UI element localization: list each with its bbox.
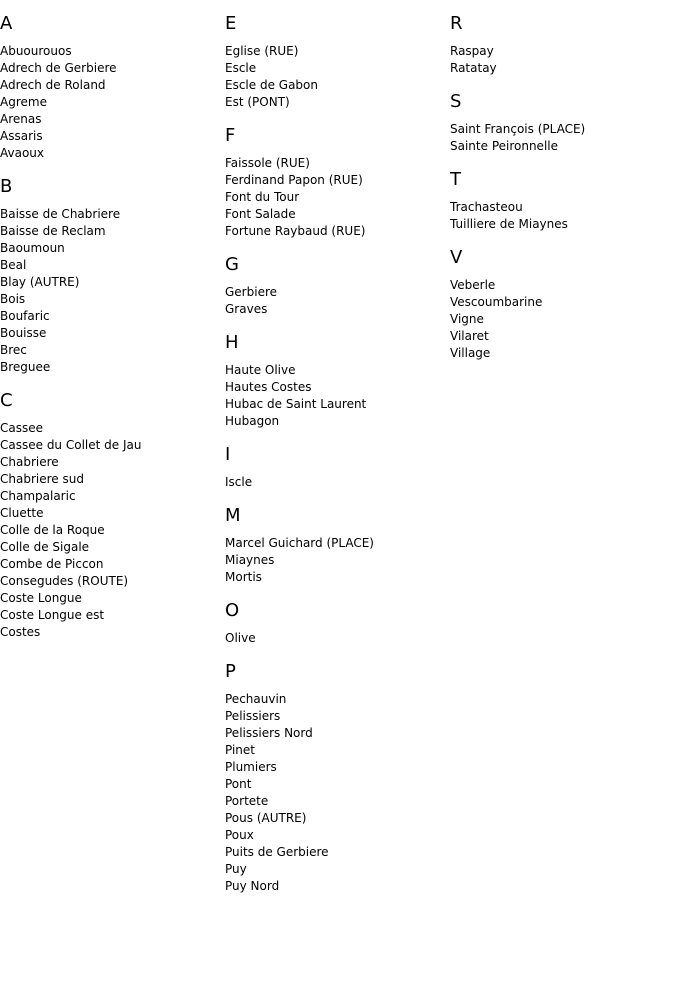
street-link[interactable]: Beal xyxy=(0,258,27,272)
street-link[interactable]: Champalaric xyxy=(0,489,76,503)
street-link[interactable]: Iscle xyxy=(225,475,253,489)
index-column-2 xyxy=(225,0,450,909)
letter-heading: S xyxy=(450,91,462,112)
street-list xyxy=(0,420,225,641)
street-list xyxy=(0,43,225,162)
street-list xyxy=(225,630,450,647)
street-link[interactable]: Pous (AUTRE) xyxy=(225,811,307,825)
letter-group-f xyxy=(225,125,450,240)
street-list xyxy=(225,474,450,491)
street-link[interactable]: Vigne xyxy=(450,312,484,326)
street-list xyxy=(450,121,675,155)
street-list xyxy=(225,155,450,240)
street-link[interactable]: Gerbiere xyxy=(225,285,278,299)
street-list xyxy=(450,43,675,77)
letter-group-s xyxy=(450,91,675,155)
street-link[interactable]: Vescoumbarine xyxy=(450,295,543,309)
index-column-3 xyxy=(450,0,675,376)
street-link[interactable]: Bois xyxy=(0,292,26,306)
street-link[interactable]: Colle de la Roque xyxy=(0,523,105,537)
letter-group-r xyxy=(450,13,675,77)
street-link[interactable]: Trachasteou xyxy=(450,200,523,214)
street-link[interactable]: Baisse de Chabriere xyxy=(0,207,121,221)
letter-heading: F xyxy=(225,125,236,146)
street-link[interactable]: Arenas xyxy=(0,112,42,126)
street-link[interactable]: Font Salade xyxy=(225,207,296,221)
street-link[interactable]: Puy xyxy=(225,862,247,876)
street-link[interactable]: Ratatay xyxy=(450,61,497,75)
letter-group-h xyxy=(225,332,450,430)
letter-group-p xyxy=(225,661,450,895)
street-link[interactable]: Avaoux xyxy=(0,146,45,160)
street-link[interactable]: Plumiers xyxy=(225,760,277,774)
street-list xyxy=(225,691,450,895)
street-list xyxy=(450,199,675,233)
street-link[interactable]: Vilaret xyxy=(450,329,489,343)
street-link[interactable]: Colle de Sigale xyxy=(0,540,90,554)
street-link[interactable]: Coste Longue est xyxy=(0,608,105,622)
street-link[interactable]: Escle xyxy=(225,61,257,75)
street-link[interactable]: Village xyxy=(450,346,491,360)
letter-group-a xyxy=(0,13,225,162)
street-link[interactable]: Veberle xyxy=(450,278,496,292)
letter-group-o xyxy=(225,600,450,647)
street-link[interactable]: Escle de Gabon xyxy=(225,78,318,92)
street-link[interactable]: Baoumoun xyxy=(0,241,65,255)
street-link[interactable]: Agreme xyxy=(0,95,47,109)
street-link[interactable]: Combe de Piccon xyxy=(0,557,104,571)
street-link[interactable]: Eglise (RUE) xyxy=(225,44,299,58)
street-link[interactable]: Haute Olive xyxy=(225,363,296,377)
street-link[interactable]: Costes xyxy=(0,625,41,639)
index-column-1 xyxy=(0,0,225,655)
letter-heading: C xyxy=(0,390,13,411)
street-link[interactable]: Coste Longue xyxy=(0,591,82,605)
letter-heading: A xyxy=(0,13,13,34)
street-link[interactable]: Adrech de Roland xyxy=(0,78,106,92)
letter-group-t xyxy=(450,169,675,233)
street-link[interactable]: Hubac de Saint Laurent xyxy=(225,397,367,411)
street-link[interactable]: Brec xyxy=(0,343,27,357)
street-link[interactable]: Font du Tour xyxy=(225,190,300,204)
street-link[interactable]: Pechauvin xyxy=(225,692,287,706)
street-link[interactable]: Ferdinand Papon (RUE) xyxy=(225,173,363,187)
street-link[interactable]: Fortune Raybaud (RUE) xyxy=(225,224,366,238)
street-link[interactable]: Cassee xyxy=(0,421,44,435)
street-list xyxy=(225,362,450,430)
street-link[interactable]: Boufaric xyxy=(0,309,50,323)
street-link[interactable]: Marcel Guichard (PLACE) xyxy=(225,536,374,550)
street-link[interactable]: Hautes Costes xyxy=(225,380,312,394)
street-link[interactable]: Olive xyxy=(225,631,256,645)
letter-heading: I xyxy=(225,444,231,465)
letter-heading: P xyxy=(225,661,236,682)
letter-heading: T xyxy=(450,169,461,190)
street-link[interactable]: Faissole (RUE) xyxy=(225,156,310,170)
street-link[interactable]: Hubagon xyxy=(225,414,280,428)
letter-group-b xyxy=(0,176,225,376)
street-link[interactable]: Chabriere sud xyxy=(0,472,84,486)
letter-group-v xyxy=(450,247,675,362)
street-link[interactable]: Abuourouos xyxy=(0,44,72,58)
street-list xyxy=(450,277,675,362)
street-link[interactable]: Tuilliere de Miaynes xyxy=(450,217,568,231)
street-link[interactable]: Graves xyxy=(225,302,268,316)
street-link[interactable]: Adrech de Gerbiere xyxy=(0,61,117,75)
street-list xyxy=(225,43,450,111)
street-list xyxy=(0,206,225,376)
letter-heading: V xyxy=(450,247,463,268)
street-link[interactable]: Portete xyxy=(225,794,269,808)
street-link[interactable]: Cassee du Collet de Jau xyxy=(0,438,142,452)
letter-group-c xyxy=(0,390,225,641)
street-list xyxy=(225,535,450,586)
street-link[interactable]: Poux xyxy=(225,828,254,842)
street-link[interactable]: Pinet xyxy=(225,743,255,757)
letter-group-m xyxy=(225,505,450,586)
street-link[interactable]: Bouisse xyxy=(0,326,47,340)
street-link[interactable]: Pelissiers Nord xyxy=(225,726,313,740)
letter-heading: G xyxy=(225,254,239,275)
street-link[interactable]: Chabriere xyxy=(0,455,59,469)
street-link[interactable]: Blay (AUTRE) xyxy=(0,275,80,289)
street-link[interactable]: Assaris xyxy=(0,129,43,143)
letter-heading: R xyxy=(450,13,463,34)
street-link[interactable]: Sainte Peironnelle xyxy=(450,139,558,153)
street-link[interactable]: Cluette xyxy=(0,506,44,520)
street-list xyxy=(225,284,450,318)
letter-group-e xyxy=(225,13,450,111)
street-link[interactable]: Baisse de Reclam xyxy=(0,224,106,238)
letter-heading: H xyxy=(225,332,239,353)
letter-group-i xyxy=(225,444,450,491)
letter-heading: M xyxy=(225,505,241,526)
street-link[interactable]: Pelissiers xyxy=(225,709,281,723)
letter-heading: O xyxy=(225,600,240,621)
street-link[interactable]: Est (PONT) xyxy=(225,95,290,109)
street-link[interactable]: Saint François (PLACE) xyxy=(450,122,586,136)
street-link[interactable]: Pont xyxy=(225,777,252,791)
letter-group-g xyxy=(225,254,450,318)
street-link[interactable]: Mortis xyxy=(225,570,262,584)
street-link[interactable]: Miaynes xyxy=(225,553,275,567)
letter-heading: E xyxy=(225,13,237,34)
street-link[interactable]: Raspay xyxy=(450,44,494,58)
street-link[interactable]: Breguee xyxy=(0,360,51,374)
letter-heading: B xyxy=(0,176,13,197)
street-link[interactable]: Consegudes (ROUTE) xyxy=(0,574,129,588)
street-link[interactable]: Puits de Gerbiere xyxy=(225,845,329,859)
street-link[interactable]: Puy Nord xyxy=(225,879,280,893)
